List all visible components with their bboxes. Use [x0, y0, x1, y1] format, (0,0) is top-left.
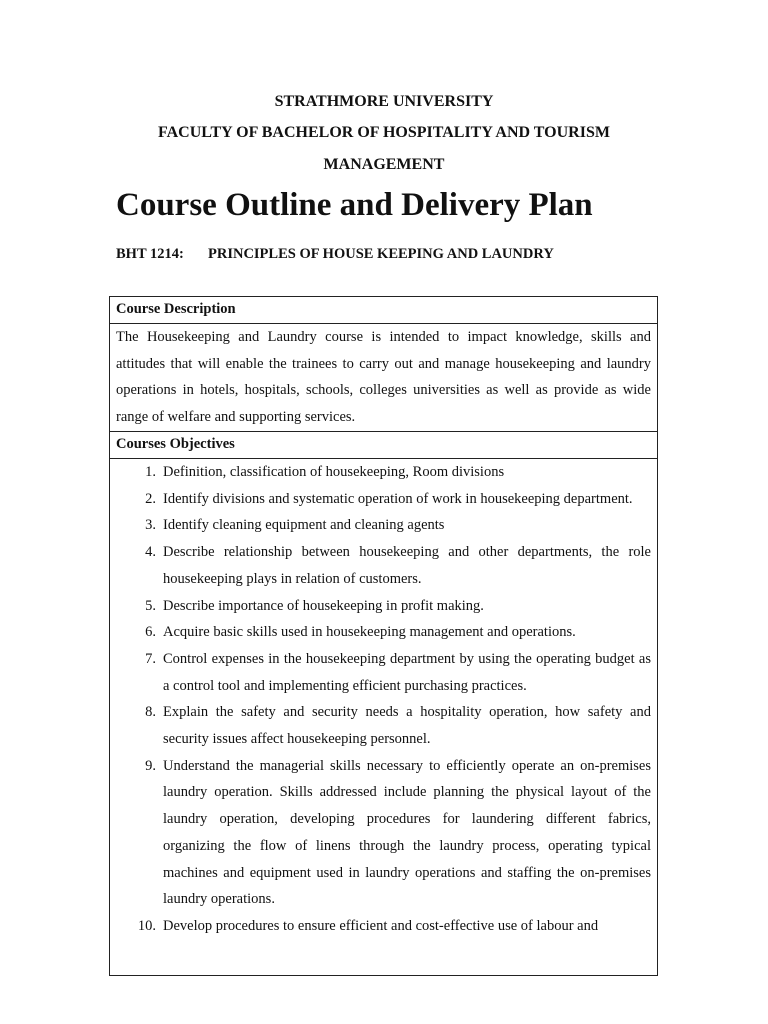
objective-item: [110, 459, 651, 486]
objective-number: 9.: [145, 757, 156, 774]
objective-number: 8.: [145, 704, 156, 721]
objective-item: [110, 619, 651, 646]
objective-number: 2.: [145, 490, 156, 507]
objective-item: [110, 753, 651, 913]
university-name: STRATHMORE UNIVERSITY: [274, 93, 494, 110]
objective-number: 1.: [145, 464, 156, 480]
objective-number: 6.: [145, 624, 156, 641]
course-objectives-heading: Courses Objectives: [110, 432, 657, 459]
objective-item: [110, 539, 651, 592]
objective-number: 3.: [145, 517, 156, 534]
document-title: Course Outline and Delivery Plan: [116, 187, 593, 223]
objective-text: Describe importance of housekeeping in profit making.: [163, 597, 484, 614]
objective-item: [110, 512, 651, 539]
objective-text: Acquire basic skills used in housekeeping management and operations.: [163, 624, 576, 641]
course-name: PRINCIPLES OF HOUSE KEEPING AND LAUNDRY: [208, 246, 554, 262]
objective-text: Identify cleaning equipment and cleaning agents: [163, 517, 445, 534]
objective-number: 5.: [145, 597, 156, 614]
faculty-name-line-2: MANAGEMENT: [323, 156, 445, 173]
objective-number: 7.: [145, 650, 156, 667]
objective-item: [110, 646, 651, 699]
objective-item: [110, 486, 651, 513]
objective-text: Describe relationship between housekeeping and other departments, the role housekeeping plays in relation of customers.: [163, 544, 651, 587]
objective-text: Identify divisions and systematic operation of work in housekeeping department.: [163, 490, 633, 507]
course-code-line: [116, 244, 554, 264]
course-code: BHT 1214:: [116, 246, 184, 262]
objective-text: Definition, classification of housekeeping, Room divisions: [163, 464, 505, 480]
objective-item: [110, 913, 651, 940]
course-objectives-list: [110, 459, 657, 940]
objective-text: Understand the managerial skills necessary to efficiently operate an on-premises laundry operation. Skills addressed include planning the physical layout of the laundry operation, developing procedures for laundering different fabrics, organizing the flow of linens through the laundry process, operating typical machines and equipment used in laundry operations and staffing the on-premises laundry operations.: [163, 757, 651, 908]
course-description-heading: Course Description: [110, 297, 657, 324]
objective-text: Develop procedures to ensure efficient and cost-effective use of labour and: [163, 917, 599, 934]
objective-item: [110, 699, 651, 752]
objective-number: 10.: [137, 917, 156, 934]
course-description-text: The Housekeeping and Laundry course is intended to impact knowledge, skills and attitudes that will enable the trainees to carry out and manage housekeeping and laundry operations in hotels, hospitals, schools, colleges universities as well as provide as wide range of welfare and supporting services.: [110, 324, 657, 432]
objective-number: 4.: [145, 544, 156, 561]
objective-item: [110, 593, 651, 620]
objective-text: Explain the safety and security needs a hospitality operation, how safety and security issues affect housekeeping personnel.: [163, 704, 651, 748]
course-outline-table: [109, 296, 658, 976]
faculty-name-line-1: FACULTY OF BACHELOR OF HOSPITALITY AND TOURISM: [158, 124, 610, 141]
objective-text: Control expenses in the housekeeping department by using the operating budget as a control tool and implementing efficient purchasing practices.: [163, 650, 651, 694]
